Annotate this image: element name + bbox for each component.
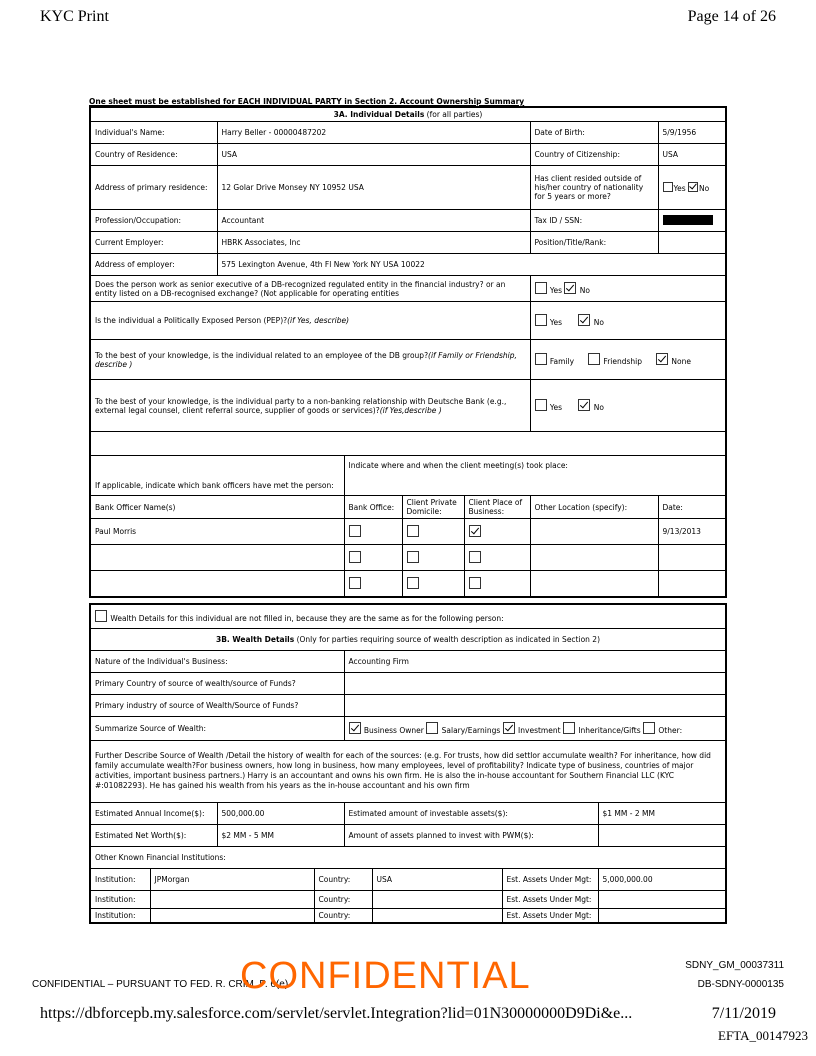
page-number: Page 14 of 26: [687, 8, 776, 25]
institution-label: Institution:: [90, 868, 150, 890]
checkbox-business: [469, 551, 481, 563]
checkbox-office: [349, 577, 361, 589]
checkbox-friendship: [588, 353, 600, 365]
efta-number: EFTA_00147923: [718, 1028, 808, 1043]
other-institutions-label: Other Known Financial Institutions:: [90, 846, 726, 868]
checkbox-office: [349, 525, 361, 537]
industry-source-value: [344, 694, 726, 716]
print-date: 7/11/2019: [711, 1005, 776, 1022]
investable-label: Estimated amount of investable assets($):: [344, 802, 598, 824]
officer-name: Paul Morris: [90, 519, 344, 545]
header-title: KYC Print: [40, 8, 109, 25]
checkbox-no-checked: [578, 314, 590, 326]
institution-row: [90, 890, 726, 908]
wealth-description: Further Describe Source of Wealth /Detail the history of wealth for each of the sources: (e.g. For trusts, how did settlor accumulate wealth? For inheritance, how did family accumulate wealth?For business owners, how long in business, how many employees, level of profitability? Indicate type of business, countries of major activities, important business partners.) Harry is an accountant and owns his own firm. He is also the in-house accountant for Southern Financial LLC (KYC #:01082293). He has gained his wealth from his years as the in-house accountant and his own firm: [90, 740, 726, 802]
address-label: Address of primary residence:: [90, 166, 217, 210]
income-label: Estimated Annual Income($):: [90, 802, 217, 824]
country-label: Country:: [314, 890, 372, 908]
bates-number-2: DB-SDNY-0000135: [697, 979, 784, 990]
profession-label: Profession/Occupation:: [90, 210, 217, 232]
checkbox-business-checked: [469, 525, 481, 537]
planned-label: Amount of assets planned to invest with PWM($):: [344, 824, 598, 846]
aum-label: Est. Assets Under Mgt:: [502, 890, 598, 908]
col-other: Other Location (specify):: [530, 496, 658, 519]
officer-row: [90, 545, 726, 571]
institution-label: Institution:: [90, 890, 150, 908]
checkbox-business: [469, 577, 481, 589]
checkbox-yes: [535, 314, 547, 326]
checkbox-office: [349, 551, 361, 563]
taxid-value: [658, 210, 726, 232]
spacer-row: [90, 432, 726, 456]
bates-number-1: SDNY_GM_00037311: [685, 960, 784, 971]
outside-answer: Yes No: [658, 166, 726, 210]
networth-label: Estimated Net Worth($):: [90, 824, 217, 846]
residence-value: USA: [217, 144, 530, 166]
checkbox-yes: [663, 182, 673, 192]
other-location: [530, 519, 658, 545]
checkbox-private: [407, 577, 419, 589]
section-3b-title: 3B. Wealth Details (Only for parties requiring source of wealth description as indicated in Section 2): [90, 628, 726, 650]
senior-exec-answer: Yes No: [530, 276, 726, 302]
institution-row: [90, 908, 726, 923]
checkbox-inheritance: [563, 722, 575, 734]
checkbox-no-checked: [688, 182, 698, 192]
nature-value: Accounting Firm: [344, 650, 726, 672]
officer-row: [90, 519, 726, 545]
confidential-stamp: CONFIDENTIAL: [240, 955, 531, 997]
position-value: [658, 232, 726, 254]
aum-label: Est. Assets Under Mgt:: [502, 908, 598, 923]
col-date: Date:: [658, 496, 726, 519]
checkbox-investment-checked: [503, 722, 515, 734]
related-answer: Family Friendship None: [530, 340, 726, 380]
redaction-bar: [663, 215, 713, 225]
officers-question: If applicable, indicate which bank officers have met the person:: [90, 456, 344, 496]
institution-row: [90, 868, 726, 890]
position-label: Position/Title/Rank:: [530, 232, 658, 254]
networth-value: $2 MM - 5 MM: [217, 824, 344, 846]
country-label: Country:: [314, 868, 372, 890]
pep-question: Is the individual a Politically Exposed Person (PEP)?(if Yes, describe): [90, 302, 530, 340]
same-as-note: Wealth Details for this individual are not filled in, because they are the same as for the following person:: [90, 604, 726, 628]
col-private: Client Private Domicile:: [402, 496, 464, 519]
checkbox-private: [407, 525, 419, 537]
summary-options: Business Owner Salary/Earnings Investment Inheritance/Gifts Other:: [344, 716, 726, 740]
institution-aum: 5,000,000.00: [598, 868, 726, 890]
section-3a-title: 3A. Individual Details (for all parties): [90, 107, 726, 122]
related-question: To the best of your knowledge, is the individual related to an employee of the DB group?(if Family or Friendship, describe ): [90, 340, 530, 380]
institution-country: USA: [372, 868, 502, 890]
citizenship-value: USA: [658, 144, 726, 166]
checkbox-yes: [535, 282, 547, 294]
planned-value: [598, 824, 726, 846]
nonbank-answer: Yes No: [530, 380, 726, 432]
country-source-value: [344, 672, 726, 694]
institution-label: Institution:: [90, 908, 150, 923]
employer-label: Current Employer:: [90, 232, 217, 254]
checkbox-family: [535, 353, 547, 365]
checkbox-no-checked: [564, 282, 576, 294]
confidential-notice: CONFIDENTIAL – PURSUANT TO FED. R. CRIM. P. 6(e): [32, 979, 289, 990]
checkbox-no-checked: [578, 399, 590, 411]
col-office: Bank Office:: [344, 496, 402, 519]
income-value: 500,000.00: [217, 802, 344, 824]
residence-label: Country of Residence:: [90, 144, 217, 166]
col-business: Client Place of Business:: [464, 496, 530, 519]
country-label: Country:: [314, 908, 372, 923]
meeting-question: Indicate where and when the client meeting(s) took place:: [344, 456, 726, 496]
checkbox-yes: [535, 399, 547, 411]
emp-address-value: 575 Lexington Avenue, 4th Fl New York NY USA 10022: [217, 254, 726, 276]
citizenship-label: Country of Citizenship:: [530, 144, 658, 166]
dob-value: 5/9/1956: [658, 122, 726, 144]
industry-source-label: Primary industry of source of Wealth/Source of Funds?: [90, 694, 344, 716]
intro-note: One sheet must be established for EACH INDIVIDUAL PARTY in Section 2. Account Ownership Summary: [89, 97, 525, 106]
name-value: Harry Beller - 00000487202: [217, 122, 530, 144]
profession-value: Accountant: [217, 210, 530, 232]
dob-label: Date of Birth:: [530, 122, 658, 144]
aum-label: Est. Assets Under Mgt:: [502, 868, 598, 890]
checkbox-business-owner-checked: [349, 722, 361, 734]
individual-details-table: [89, 106, 727, 598]
source-url: https://dbforcepb.my.salesforce.com/servlet/servlet.Integration?lid=01N30000000D9Di&e...: [40, 1005, 633, 1022]
address-value: 12 Golar Drive Monsey NY 10952 USA: [217, 166, 530, 210]
emp-address-label: Address of employer:: [90, 254, 217, 276]
officer-row: [90, 571, 726, 597]
taxid-label: Tax ID / SSN:: [530, 210, 658, 232]
investable-value: $1 MM - 2 MM: [598, 802, 726, 824]
wealth-details-table: [89, 603, 727, 924]
senior-exec-question: Does the person work as senior executive of a DB-recognized regulated entity in the financial industry? or an entity listed on a DB-recognised exchange? (Not applicable for operating entities: [90, 276, 530, 302]
checkbox-none-checked: [656, 353, 668, 365]
pep-answer: Yes No: [530, 302, 726, 340]
nature-label: Nature of the Individual's Business:: [90, 650, 344, 672]
col-officer: Bank Officer Name(s): [90, 496, 344, 519]
nonbank-question: To the best of your knowledge, is the individual party to a non-banking relationship with Deutsche Bank (e.g., external legal counsel, client referral source, supplier of goods or services)?(if Yes,describe ): [90, 380, 530, 432]
meeting-date: 9/13/2013: [658, 519, 726, 545]
checkbox-salary: [426, 722, 438, 734]
name-label: Individual's Name:: [90, 122, 217, 144]
checkbox-other: [643, 722, 655, 734]
country-source-label: Primary Country of source of wealth/source of Funds?: [90, 672, 344, 694]
employer-value: HBRK Associates, Inc: [217, 232, 530, 254]
outside-question: Has client resided outside of his/her country of nationality for 5 years or more?: [530, 166, 658, 210]
institution-name: JPMorgan: [150, 868, 314, 890]
summary-label: Summarize Source of Wealth:: [90, 716, 344, 740]
checkbox-same-as: [95, 610, 107, 622]
checkbox-private: [407, 551, 419, 563]
